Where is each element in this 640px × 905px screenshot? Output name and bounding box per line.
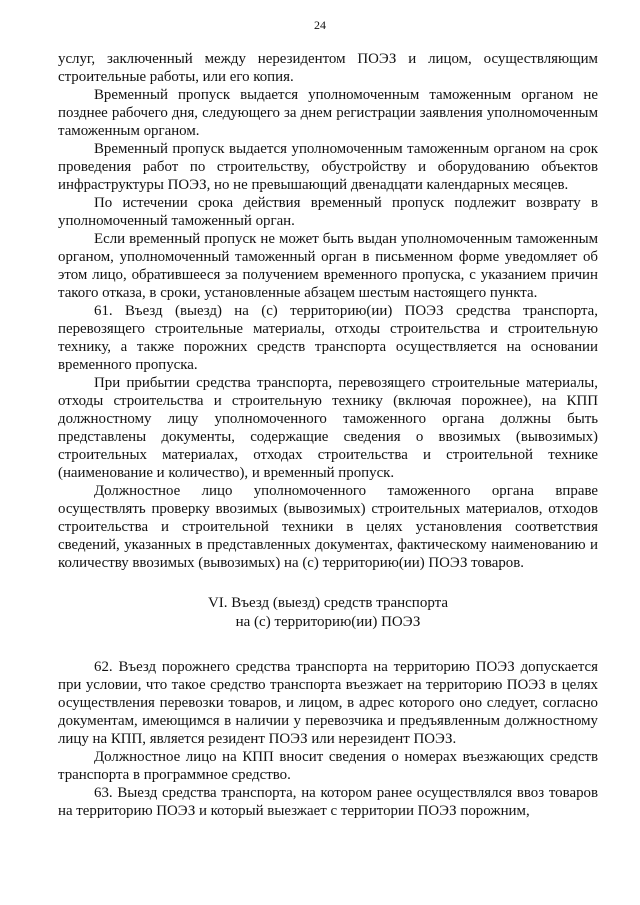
paragraph: Временный пропуск выдается уполномоченным таможенным органом на срок проведения работ по строительству, обустройству и оборудованию объектов инфраструктуры ПОЭЗ, но не превышающий двенадцати календарных месяцев. [58,141,598,193]
paragraph-item-61: 61. Въезд (выезд) на (с) территорию(ии) ПОЭЗ средства транспорта, перевозящего строительные материалы, отходы строительства и строительную технику, а также порожних средств транспорта осуществляется на основании временного пропуска. [58,303,598,373]
paragraph-continuation: услуг, заключенный между нерезидентом ПОЭЗ и лицом, осуществляющим строительные работы, или его копия. [58,51,598,85]
paragraph: Временный пропуск выдается уполномоченным таможенным органом не позднее рабочего дня, следующего за днем регистрации заявления уполномоченным таможенным органом. [58,87,598,139]
paragraph: При прибытии средства транспорта, перевозящего строительные материалы, отходы строительства и строительную технику (включая порожнее), на КПП должностному лицу уполномоченного таможенного органа должны быть представлены документы, содержащие сведения о ввозимых (вывозимых) строительных материалах, отходах строительства и строительной технике (наименование и количество), и временный пропуск. [58,375,598,481]
paragraph: По истечении срока действия временный пропуск подлежит возврату в уполномоченный таможенный орган. [58,195,598,229]
section-heading [58,594,598,632]
section-heading-line-1: VI. Въезд (выезд) средств транспорта [207,595,449,611]
document-body [58,50,598,820]
paragraph: Если временный пропуск не может быть выдан уполномоченным таможенным органом, уполномоченный таможенный орган в письменном форме уведомляет об этом лицо, обратившееся за получением временного пропуска, с указанием причин такого отказа, в сроки, установленные абзацем шестым настоящего пункта. [58,231,598,301]
paragraph-item-63: 63. Выезд средства транспорта, на котором ранее осуществлялся ввоз товаров на территорию ПОЭЗ и который выезжает с территории ПОЭЗ порожним, [58,785,598,819]
page-number: 24 [314,18,326,32]
paragraph-item-62: 62. Въезд порожнего средства транспорта на территорию ПОЭЗ допускается при условии, что такое средство транспорта въезжает на территорию ПОЭЗ в целях осуществления перевозки товаров, и лицом, в адрес которого оно следует, согласно документам, имеющимся в наличии у перевозчика и предъявленным должностному лицу на КПП, является резидент ПОЭЗ или нерезидент ПОЭЗ. [58,659,598,747]
paragraph: Должностное лицо уполномоченного таможенного органа вправе осуществлять проверку ввозимых (вывозимых) строительных материалов, отходов строительства и строительной техники в целях установления соответствия сведений, указанных в представленных документах, фактическому наименованию и количеству ввозимых (вывозимых) на (с) территорию(ии) ПОЭЗ товаров. [58,483,598,571]
section-heading-line-2: на (с) территорию(ии) ПОЭЗ [235,614,421,630]
paragraph: Должностное лицо на КПП вносит сведения о номерах въезжающих средств транспорта в программное средство. [58,749,598,783]
